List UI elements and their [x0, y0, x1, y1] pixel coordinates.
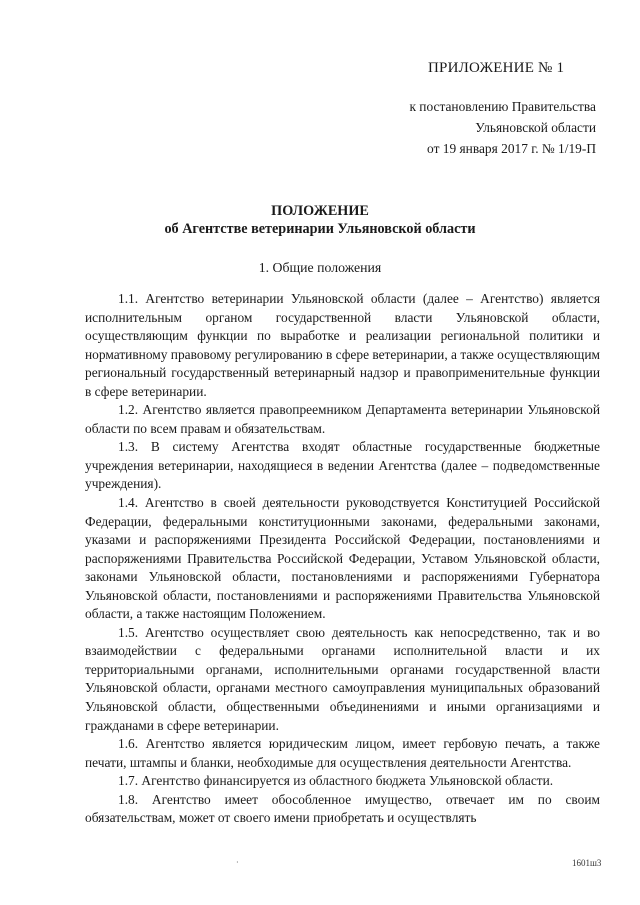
document-subtitle: об Агентстве ветеринарии Ульяновской области: [164, 221, 476, 237]
footer-code: 1601ш3: [572, 858, 602, 868]
reference-line-2: Ульяновской области: [475, 120, 596, 135]
section-heading: 1. Общие положения: [258, 260, 382, 275]
paragraph-1-3: 1.3. В систему Агентства входят областные государственные бюджетные учреждения ветеринарии, находящиеся в ведении Агентства (далее – подведомственные учреждения).: [85, 439, 600, 492]
page-mark: ·: [236, 858, 239, 867]
paragraph-1-6: 1.6. Агентство является юридическим лицом, имеет гербовую печать, а также печати, штампы и бланки, необходимые для осуществления деятельности Агентства.: [85, 736, 600, 770]
paragraph-1-2: 1.2. Агентство является правопреемником Департамента ветеринарии Ульяновской области по всем правам и обязательствам.: [85, 402, 600, 436]
reference-line-1: к постановлению Правительства: [409, 99, 596, 114]
section-body: [85, 290, 600, 828]
paragraph-1-8: 1.8. Агентство имеет обособленное имущество, отвечает им по своим обязательствам, может от своего имени приобретать и осуществлять: [85, 791, 600, 826]
paragraph-1-5: 1.5. Агентство осуществляет свою деятельность как непосредственно, так и во взаимодействии с федеральными органами исполнительной власти и их территориальными органами, исполнительными органами государственной власти Ульяновской области, органами местного самоуправления муниципальных образований Ульяновской области, общественными объединениями и иными организациями и гражданами в сфере ветеринарии.: [85, 624, 600, 733]
reference-line-3: от 19 января 2017 г. № 1/19-П: [427, 141, 596, 156]
document-title: ПОЛОЖЕНИЕ: [271, 203, 369, 219]
paragraph-1-1: 1.1. Агентство ветеринарии Ульяновской области (далее – Агентство) является исполнительным органом государственной власти Ульяновской области, осуществляющим функции по выработке и реализации региональной политики и нормативному правовому регулированию в сфере ветеринарии, а также осуществляющим региональный государственный ветеринарный надзор и правоприменительные функции в сфере ветеринарии.: [85, 291, 600, 399]
appendix-number: ПРИЛОЖЕНИЕ № 1: [428, 60, 565, 76]
paragraph-1-4: 1.4. Агентство в своей деятельности руководствуется Конституцией Российской Федерации, федеральными конституционными законами, федеральными законами, указами и распоряжениями Президента Российской Федерации, постановлениями и распоряжениями Правительства Российской Федерации, Уставом Ульяновской области, законами Ульяновской области, постановлениями и распоряжениями Губернатора Ульяновской области, постановлениями и распоряжениями Правительства Ульяновской области, а также настоящим Положением.: [85, 495, 600, 622]
paragraph-1-7: 1.7. Агентство финансируется из областного бюджета Ульяновской области.: [118, 773, 554, 789]
